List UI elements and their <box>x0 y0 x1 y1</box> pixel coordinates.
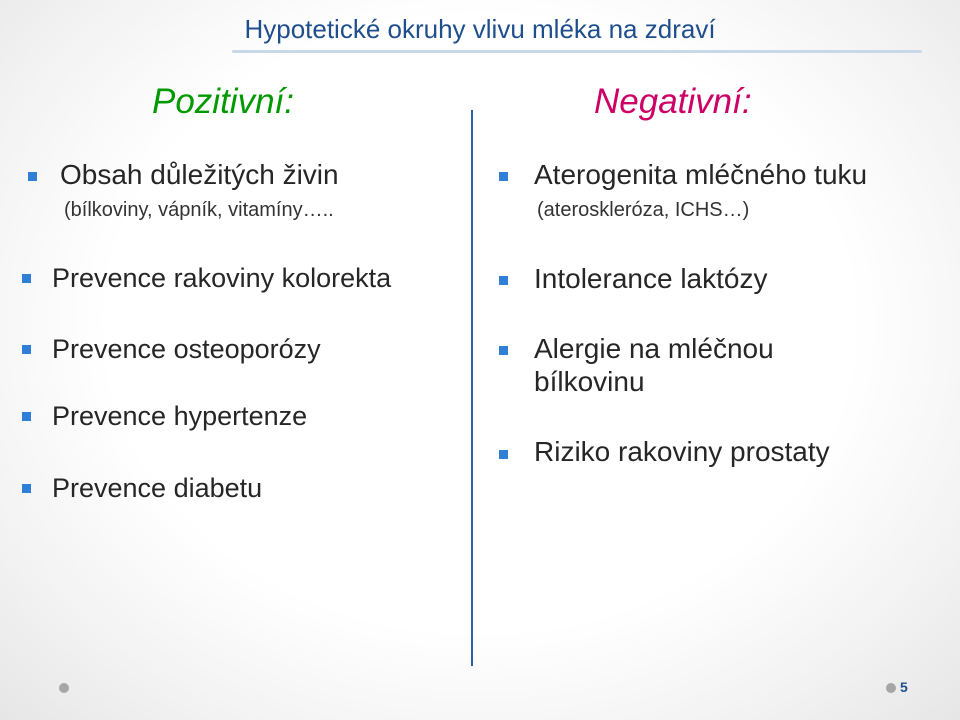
positive-item-nutrients: Obsah důležitých živin <box>60 159 339 190</box>
nav-dot-left <box>59 683 69 693</box>
negative-item-atherogenicity-note: (ateroskleróza, ICHS…) <box>537 199 750 221</box>
column-divider <box>471 110 473 666</box>
negative-item-allergy: Alergie na mléčnou <box>534 333 774 364</box>
positive-item-diabetes: Prevence diabetu <box>52 473 263 503</box>
negative-item-allergy-cont: bílkovinu <box>534 366 645 397</box>
bullet-icon <box>22 345 31 354</box>
negative-item-prostate: Riziko rakoviny prostaty <box>534 436 830 467</box>
negative-item-lactose: Intolerance laktózy <box>534 263 768 294</box>
negative-item-atherogenicity: Aterogenita mléčného tuku <box>534 159 868 190</box>
page-number: 5 <box>900 679 908 695</box>
bullet-icon <box>22 484 31 493</box>
bullet-icon <box>28 172 37 181</box>
positive-item-colorectal: Prevence rakoviny kolorekta <box>52 263 392 293</box>
bullet-icon <box>499 172 508 181</box>
bullet-icon <box>22 274 31 283</box>
title-underline <box>232 50 922 53</box>
bullet-icon <box>499 346 508 355</box>
positive-item-hypertension: Prevence hypertenze <box>52 401 308 431</box>
bullet-icon <box>22 412 31 421</box>
slide-title: Hypotetické okruhy vlivu mléka na zdraví <box>244 14 716 44</box>
negative-heading: Negativní: <box>594 82 752 121</box>
bullet-icon <box>499 276 508 285</box>
positive-item-osteoporosis: Prevence osteoporózy <box>52 334 321 364</box>
positive-heading: Pozitivní: <box>152 82 294 121</box>
bullet-icon <box>499 450 508 459</box>
positive-item-nutrients-note: (bílkoviny, vápník, vitamíny….. <box>64 199 334 221</box>
nav-dot-right <box>886 683 896 693</box>
